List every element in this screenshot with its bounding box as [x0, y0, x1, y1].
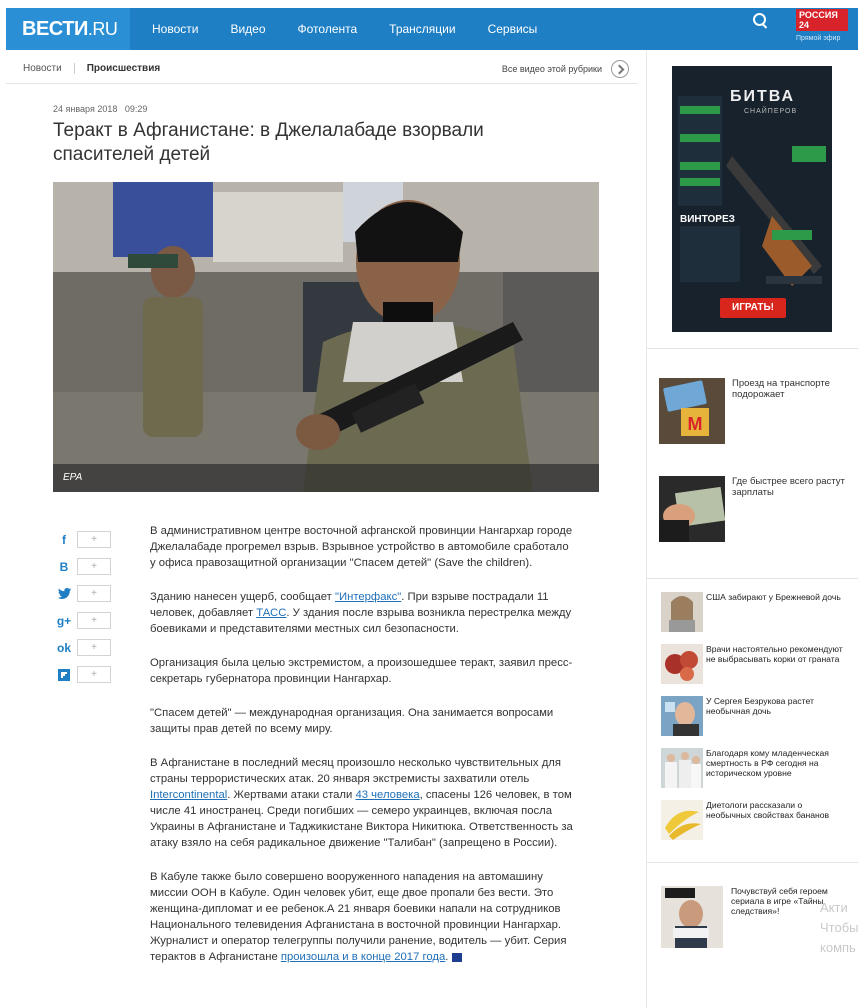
sidebar-ad-banner[interactable] — [672, 66, 832, 332]
share-twitter[interactable] — [57, 580, 113, 607]
share-flipboard[interactable] — [57, 661, 113, 688]
promo-thumbnail — [659, 378, 725, 444]
sidebar-divider — [646, 578, 858, 579]
odnoklassniki-icon[interactable]: ok — [57, 640, 72, 655]
activation-watermark — [820, 898, 858, 958]
promo-text: Проезд на транспорте подорожает — [732, 378, 830, 400]
news-thumbnail — [661, 592, 703, 632]
nav-video[interactable]: Видео — [230, 22, 266, 36]
news-text: Врачи настоятельно рекомендуют не выбрасывать корки от граната — [706, 644, 843, 664]
share-count: + — [77, 558, 111, 575]
promo-item[interactable] — [659, 378, 849, 448]
all-videos-link[interactable]: Все видео этой рубрики — [501, 63, 602, 74]
sidebar-divider — [646, 348, 858, 349]
article-text: . У здания после взрыва возникла перестрелка между боевиками и представителями местных сил безопасности. — [150, 607, 572, 635]
share-count: + — [77, 531, 111, 548]
article-text: В Афганистане в последний месяц произошло несколько чувствительных для страны террористических атак. 20 января экстремисты захватили отель — [150, 757, 561, 785]
news-thumbnail — [661, 748, 703, 788]
column-divider — [646, 50, 647, 1008]
sidebar-divider — [646, 862, 858, 863]
article-link[interactable]: 43 человека — [355, 789, 420, 801]
vk-icon[interactable]: В — [59, 559, 69, 574]
article-text: . При взрыве пострадали 11 человек, добавляет — [150, 591, 549, 619]
share-count: + — [77, 585, 111, 602]
google-plus-icon[interactable]: g+ — [56, 613, 72, 628]
article-link[interactable]: ТАСС — [256, 607, 287, 619]
article-paragraph — [150, 705, 575, 737]
promo-item[interactable] — [659, 476, 849, 546]
news-text: США забирают у Брежневой дочь — [706, 592, 841, 602]
logo-text: ВЕСТИ — [22, 17, 88, 40]
twitter-icon[interactable] — [57, 587, 71, 601]
chevron-right-icon[interactable] — [611, 60, 629, 78]
article-text: Зданию нанесен ущерб, сообщает — [150, 591, 335, 603]
article-paragraph — [150, 655, 575, 687]
article-photo — [53, 182, 599, 492]
share-count: + — [77, 639, 111, 656]
channel-live: Прямой эфир — [796, 35, 841, 42]
news-thumbnail — [661, 886, 723, 948]
article-paragraph — [150, 869, 575, 965]
article-text: В административном центре восточной афганской провинции Нангархар городе Джелалабаде прогремел взрыв. Взрывное устройство в автомобиле сработало у офиса правозащитной организации "Спасем детей" (Save the children). — [150, 525, 573, 569]
article-body — [150, 523, 575, 983]
channel-link[interactable] — [796, 9, 848, 42]
share-count: + — [77, 666, 111, 683]
nav-broadcasts[interactable]: Трансляции — [389, 22, 456, 36]
article-text: В Кабуле также было совершено вооруженного нападения на автомашину миссии ООН в Кабуле. Один человек убит, еще двое пропали без вести. Это женщина-дипломат и ее ребенок.А 21 января боевики напали на сотрудников Национального телевидения Афганистана в восточной провинции Нангархар. Журналист и оператор телегруппы получили ранение, водитель — убит. Серия терактов в Афганистане — [150, 871, 567, 963]
ad-title: БИТВА — [730, 88, 796, 105]
nav-services[interactable]: Сервисы — [487, 22, 538, 36]
share-bar — [57, 526, 113, 688]
svg-text:M: M — [687, 414, 703, 434]
search-icon[interactable] — [752, 12, 770, 30]
ad-weapon-name: ВИНТОРЕЗ — [680, 214, 735, 225]
article-text: "Спасем детей" — международная организация. Она занимается вопросами защиты прав детей по всему миру. — [150, 707, 554, 735]
article-time: 09:29 — [124, 104, 148, 114]
article-link[interactable]: Intercontinental — [150, 789, 228, 801]
share-odnoklassniki[interactable] — [57, 634, 113, 661]
main-nav — [136, 8, 553, 50]
article-date: 24 января 2018 — [53, 104, 118, 114]
flipboard-icon[interactable] — [57, 668, 71, 682]
breadcrumb-section[interactable]: Новости — [6, 63, 75, 74]
ad-play-button[interactable]: ИГРАТЬ! — [720, 298, 786, 318]
logo-suffix: .RU — [87, 18, 118, 39]
list-item[interactable] — [661, 800, 851, 842]
watermark-line: Чтобы — [820, 920, 858, 935]
article-paragraph — [150, 755, 575, 851]
promo-text: Где быстрее всего растут зарплаты — [732, 476, 845, 498]
breadcrumb — [6, 54, 638, 84]
news-text: У Сергея Безрукова растет необычная дочь — [706, 696, 814, 716]
article-paragraph — [150, 589, 575, 637]
video-badge-icon[interactable] — [452, 953, 462, 962]
nav-photos[interactable]: Фотолента — [297, 22, 358, 36]
facebook-icon[interactable]: f — [62, 532, 66, 547]
article-datetime — [53, 104, 147, 114]
article-text: Организация была целью экстремистом, а произошедшее теракт, заявил пресс-секретарь губернатора провинции Нангархар. — [150, 657, 573, 685]
article-title: Теракт в Афганистане: в Джелалабаде взорвали спасителей детей — [53, 120, 484, 165]
top-navigation-bar — [6, 8, 858, 50]
share-vk[interactable] — [57, 553, 113, 580]
news-thumbnail — [661, 644, 703, 684]
news-text: Диетологи рассказали о необычных свойствах бананов — [706, 800, 830, 820]
promo-thumbnail — [659, 476, 725, 542]
list-item[interactable] — [661, 696, 851, 738]
site-logo[interactable] — [6, 8, 130, 50]
photo-illustration — [53, 182, 599, 492]
watermark-line: компь — [820, 940, 856, 955]
article-link[interactable]: "Интерфакс" — [334, 591, 402, 603]
ad-subtitle: СНАЙПЕРОВ — [744, 108, 798, 115]
share-google-plus[interactable] — [57, 607, 113, 634]
news-text: Почувствуй себя героем сериала в игре «Тайны следствия»! — [731, 886, 828, 916]
article-text: . — [445, 951, 449, 963]
news-thumbnail — [661, 696, 703, 736]
watermark-line: Акти — [820, 900, 848, 915]
list-item[interactable] — [661, 644, 851, 686]
share-facebook[interactable] — [57, 526, 113, 553]
article-link[interactable]: произошла и в конце 2017 года — [280, 951, 446, 963]
article-text: . Жертвами атаки стали — [227, 789, 356, 801]
breadcrumb-rubric[interactable]: Происшествия — [86, 63, 161, 74]
article-text: , спасены 126 человек, в том числе 41 иностранец. Среди погибших — семеро украинцев, включая посла Украины в Афганистане и Таджикистане Виктора Никитюка. Ответственность за атаку взяло на себя радикальное движение "Талибан" (запрещено в России). — [150, 789, 573, 849]
news-thumbnail — [661, 800, 703, 840]
news-text: Благодаря кому младенческая смертность в РФ сегодня на историческом уровне — [706, 748, 829, 778]
channel-badge: РОССИЯ 24 — [796, 9, 848, 31]
list-item[interactable] — [661, 748, 851, 790]
nav-news[interactable]: Новости — [152, 22, 199, 36]
share-count: + — [77, 612, 111, 629]
list-item[interactable] — [661, 592, 851, 634]
article-paragraph — [150, 523, 575, 571]
photo-credit: EPA — [53, 464, 599, 492]
